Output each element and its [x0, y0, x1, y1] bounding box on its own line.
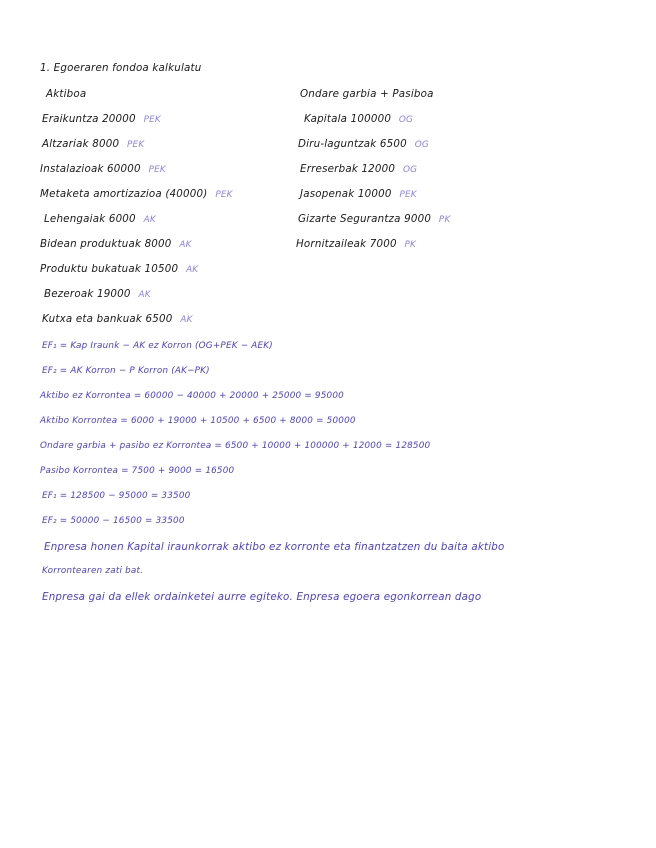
calculation-line: Pasibo Korrontea = 7500 + 9000 = 16500	[40, 466, 235, 476]
conclusion-line: Korrontearen zati bat.	[42, 566, 144, 576]
result-line: EF₂ = 50000 − 16500 = 33500	[42, 516, 185, 526]
calculation-line: Ondare garbia + pasibo ez Korrontea = 6500 + 10000 + 100000 + 12000 = 128500	[40, 441, 431, 451]
calculation-line: Aktibo ez Korrontea = 60000 − 40000 + 20000 + 25000 = 95000	[40, 391, 344, 401]
equity-liability-item: Kapitala 100000 OG	[304, 113, 414, 125]
equity-liability-item: Diru-laguntzak 6500 OG	[298, 138, 429, 150]
asset-item: Altzariak 8000 PEK	[42, 138, 145, 150]
asset-item: Metaketa amortizazioa (40000) PEK	[40, 188, 233, 200]
asset-item: Bezeroak 19000 AK	[44, 288, 151, 300]
asset-item: Bidean produktuak 8000 AK	[40, 238, 192, 250]
equity-liability-item: Hornitzaileak 7000 PK	[296, 238, 417, 250]
exercise-title: 1. Egoeraren fondoa kalkulatu	[40, 62, 202, 74]
conclusion-line: Enpresa gai da ellek ordainketei aurre egiteko. Enpresa egoera egonkorrean dago	[42, 591, 482, 603]
formula-line: EF₁ = Kap Iraunk − AK ez Korron (OG+PEK − AEK)	[42, 341, 273, 351]
equity-liability-item: Erreserbak 12000 OG	[300, 163, 418, 175]
result-line: EF₁ = 128500 − 95000 = 33500	[42, 491, 191, 501]
asset-item: Kutxa eta bankuak 6500 AK	[42, 313, 193, 325]
equity-liability-item: Gizarte Segurantza 9000 PK	[298, 213, 451, 225]
equity-liabilities-header: Ondare garbia + Pasiboa	[300, 88, 434, 100]
assets-header: Aktiboa	[46, 88, 87, 100]
formula-line: EF₂ = AK Korron − P Korron (AK−PK)	[42, 366, 210, 376]
conclusion-line: Enpresa honen Kapital iraunkorrak aktibo ez korronte eta finantzatzen du baita aktibo	[44, 541, 505, 553]
equity-liability-item: Jasopenak 10000 PEK	[300, 188, 417, 200]
asset-item: Lehengaiak 6000 AK	[44, 213, 156, 225]
asset-item: Eraikuntza 20000 PEK	[42, 113, 161, 125]
calculation-line: Aktibo Korrontea = 6000 + 19000 + 10500 + 6500 + 8000 = 50000	[40, 416, 356, 426]
asset-item: Produktu bukatuak 10500 AK	[40, 263, 199, 275]
asset-item: Instalazioak 60000 PEK	[40, 163, 166, 175]
